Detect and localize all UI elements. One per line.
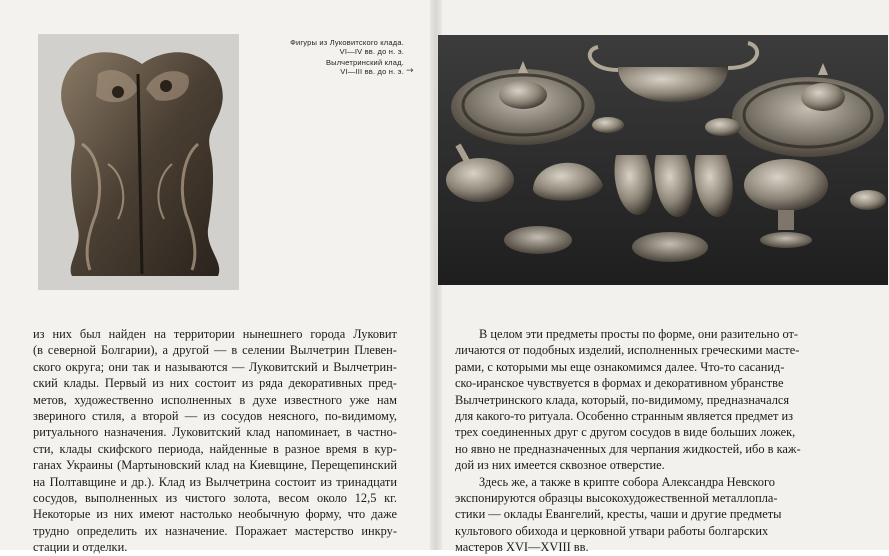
text-line: ско-иранское чувствуется в формах и декоративном убранстве [455, 376, 784, 391]
text-line: трудно определить их назначение. Поражает мастерство инкру- [33, 523, 397, 538]
text-line: личаются от подобных изделий, исполненных греческими масте- [455, 343, 800, 358]
text-line: для какого-то ритуала. Особенно странным является предмет из [455, 409, 794, 424]
caption-lukovit [254, 38, 404, 56]
lukovit-figures-photo [38, 34, 239, 290]
left-page-paragraph [33, 326, 397, 556]
text-line: мастеров XVI—XVIII вв. [455, 540, 589, 555]
text-line: стации и отделки. [33, 540, 128, 555]
text-line: экспонируются образцы высокохудожественной металлопла- [455, 491, 778, 506]
text-line: ритуального назначения. Луковитский клад напоминает, в частно- [33, 425, 397, 440]
caption-lukovit-line-2: VI—IV вв. до н. э. [339, 47, 404, 56]
caption-lukovit-line-1: Фигуры из Луковитского клада. [290, 38, 404, 47]
text-line: В целом эти предметы просты по форме, они разительно от- [479, 327, 799, 341]
text-line: рами, с которыми мы еще ознакомимся далее. Что-то сасанид- [455, 359, 785, 374]
arrow-right-icon: → [406, 66, 414, 76]
text-line: (в северной Болгарии), а другой — в селении Вылчетрин Плевен- [33, 343, 397, 358]
text-line: звериного стиля, а второй — из сосудов неясного, по-видимому, [33, 409, 397, 424]
text-line: Некоторые из них имеют настолько необычную форму, что даже [33, 507, 397, 522]
text-line: Здесь же, а также в крипте собора Александра Невского [479, 474, 775, 489]
text-line: ского округа; они так и называются — Луковитский и Вылчетрин- [33, 359, 397, 374]
text-line: культового обихода и церковной утвари работы болгарских [455, 523, 769, 538]
caption-valchitran [254, 58, 404, 76]
text-line: дой из них имеется сквозное отверстие. [455, 458, 665, 473]
text-line: на Полтавщине и др.). Клад из Вылчетрина состоит из тринадцати [33, 474, 397, 489]
text-line: сти, клады скифского периода, найденные в разное время в кур- [33, 441, 397, 456]
text-line: метов, художественно исполненных в духе известного уже нам [33, 392, 397, 407]
right-page-paragraphs [455, 326, 840, 556]
text-line: Вылчетринского клада, который, по-видимому, предназначался [455, 392, 790, 407]
caption-valchitran-line-2: VI—III вв. до н. э. [340, 67, 404, 76]
valchitran-treasure-photo [438, 35, 888, 285]
text-line: трех соединенных друг с другом сосудов в виде больших ложек, [455, 425, 796, 440]
text-line: стики — оклады Евангелий, кресты, чаши и другие предметы [455, 507, 782, 522]
text-line: ский клады. Первый из них состоит из ряда декоративных пред- [33, 376, 397, 391]
text-line: ганах Украины (Мартыновский клад на Киевщине, Перещепинский [33, 458, 397, 473]
text-line: из них был найден на территории нынешнего города Луковит [33, 327, 397, 341]
text-line: сосудов, выполненных из чистого золота, весом около 12,5 кг. [33, 491, 397, 506]
caption-valchitran-line-1: Вылчетринский клад. [325, 58, 404, 67]
text-line: но явно не предназначенных для черпания жидкостей, ибо в каж- [455, 441, 801, 456]
